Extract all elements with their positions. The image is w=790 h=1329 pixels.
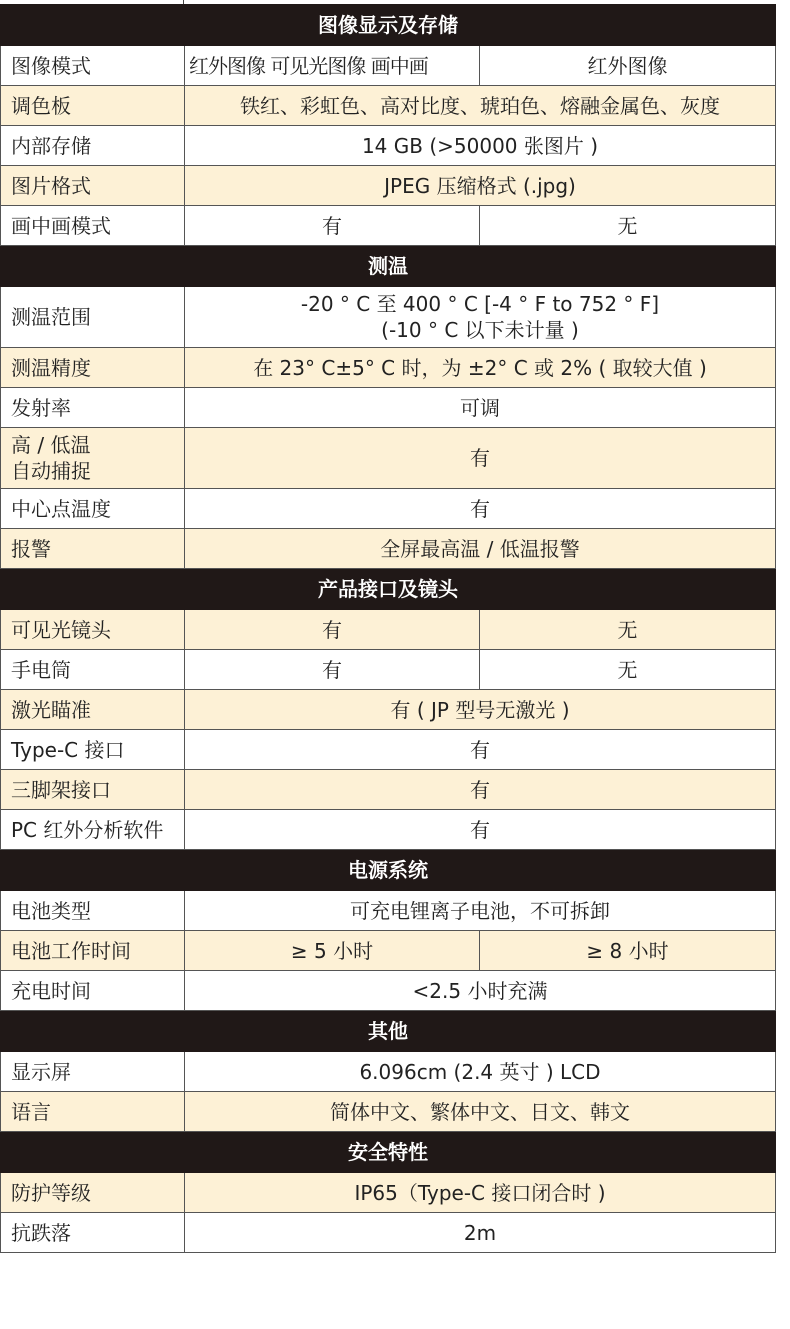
spec-label-text: 三脚架接口 [11,777,111,802]
spec-row [1,730,776,770]
spec-row [1,126,776,166]
spec-label-text: 报警 [11,536,51,561]
spec-row [1,1052,776,1092]
spec-row [1,206,776,246]
spec-label-text: 手电筒 [11,657,71,682]
spec-value-text: 全屏最高温 / 低温报警 [380,536,580,561]
spec-row [1,650,776,690]
spec-row [1,428,776,489]
spec-value-text: 有 [322,213,342,238]
spec-value [480,610,776,650]
spec-row [1,388,776,428]
spec-value-text: 14 GB (>50000 张图片 ) [361,133,599,158]
section-header [1,5,776,46]
spec-value [185,971,776,1011]
spec-label-text: 电池类型 [11,898,91,923]
section-title: 测温 [1,246,776,287]
spec-row [1,1092,776,1132]
spec-row [1,610,776,650]
spec-label-text: 显示屏 [11,1059,71,1084]
spec-label-text: 充电时间 [11,978,91,1003]
spec-row [1,348,776,388]
spec-value-text: 有 [470,496,490,521]
spec-value [480,931,776,971]
spec-label [1,1092,185,1132]
spec-label [1,86,185,126]
spec-row [1,489,776,529]
spec-row [1,287,776,348]
spec-label-text: 画中画模式 [11,213,111,238]
spec-value-text: 无 [617,657,638,682]
spec-label-text: 可见光镜头 [11,617,111,642]
spec-value [185,730,776,770]
spec-value-text: 红外图像 可见光图像 画中画 [189,53,428,78]
spec-label [1,730,185,770]
spec-value-text: 无 [617,213,638,238]
spec-label-text: 测温范围 [11,305,91,329]
spec-value [185,810,776,850]
spec-value-text: JPEG 压缩格式 (.jpg) [384,173,576,198]
spec-label [1,690,185,730]
spec-label [1,428,185,489]
spec-value [480,46,776,86]
spec-value-text: ≥ 5 小时 [290,938,374,963]
spec-value [185,489,776,529]
spec-value-text: <2.5 小时充满 [412,978,548,1003]
spec-row [1,46,776,86]
spec-label-text: 图片格式 [11,173,91,198]
spec-value [185,610,480,650]
spec-value [185,206,480,246]
spec-value-text: 6.096cm (2.4 英寸 ) LCD [359,1059,601,1084]
spec-label [1,971,185,1011]
spec-value-text: 2m [463,1220,497,1245]
spec-label-text: 电池工作时间 [11,938,131,963]
spec-row [1,1173,776,1213]
spec-value [185,1213,776,1253]
spec-label-text: Type-C 接口 [11,737,125,762]
spec-row [1,770,776,810]
spec-value [185,166,776,206]
spec-row [1,931,776,971]
spec-label [1,770,185,810]
section-title: 图像显示及存储 [1,5,776,46]
spec-label-text: 高 / 低温 自动捕捉 [11,433,91,483]
spec-value-text: ≥ 8 小时 [586,938,669,963]
spec-value-text: 有 [322,657,342,682]
spec-value [185,86,776,126]
spec-value-text: 红外图像 [587,53,668,78]
section-title: 安全特性 [1,1132,776,1173]
spec-label [1,1213,185,1253]
spec-value [185,1052,776,1092]
spec-value-text: 简体中文、繁体中文、日文、韩文 [330,1099,630,1124]
spec-value-text: 可充电锂离子电池，不可拆卸 [350,898,610,923]
spec-label [1,489,185,529]
spec-table [0,4,776,1253]
spec-value [185,891,776,931]
spec-value [185,650,480,690]
section-header [1,1011,776,1052]
spec-label-text: PC 红外分析软件 [11,817,164,842]
spec-label [1,46,185,86]
spec-value [185,529,776,569]
spec-value-text: 有 [322,617,342,642]
spec-value [480,206,776,246]
spec-label [1,348,185,388]
spec-label-text: 发射率 [11,395,71,420]
spec-value [185,690,776,730]
spec-label [1,206,185,246]
spec-value [185,46,480,86]
section-header [1,246,776,287]
spec-label [1,529,185,569]
spec-label [1,388,185,428]
spec-label-text: 中心点温度 [11,496,111,521]
spec-label [1,166,185,206]
spec-value-text: 铁红、彩虹色、高对比度、琥珀色、熔融金属色、灰度 [240,93,720,118]
spec-label [1,287,185,348]
section-title: 电源系统 [1,850,776,891]
spec-label [1,891,185,931]
spec-row [1,891,776,931]
spec-value [185,428,776,489]
spec-label [1,610,185,650]
spec-value-text: IP65（Type-C 接口闭合时 ) [354,1180,606,1205]
spec-label-text: 调色板 [11,93,71,118]
spec-value-text: 有 [470,737,490,762]
spec-label [1,1173,185,1213]
spec-label [1,810,185,850]
spec-value-text: 可调 [460,395,500,420]
spec-value [185,287,776,348]
section-header [1,850,776,891]
section-title: 产品接口及镜头 [1,569,776,610]
spec-value-text: 有 [470,817,490,842]
spec-label-text: 内部存储 [11,133,91,158]
spec-label [1,1052,185,1092]
spec-value-text: 有 [470,446,490,470]
spec-label-text: 图像模式 [11,53,91,78]
spec-value-text: 有 [470,777,490,802]
spec-label [1,126,185,166]
spec-row [1,690,776,730]
section-title: 其他 [1,1011,776,1052]
spec-row [1,86,776,126]
section-header [1,1132,776,1173]
spec-row [1,1213,776,1253]
spec-value [480,650,776,690]
spec-value-text: 在 23° C±5° C 时，为 ±2° C 或 2% ( 取较大值 ) [253,355,707,380]
spec-value-text: -20 ° C 至 400 ° C [-4 ° F to 752 ° F] (-10 ° C 以下未计量 ) [300,292,660,342]
spec-value-text: 无 [617,617,638,642]
top-border-line [0,0,775,4]
spec-value [185,1092,776,1132]
spec-value [185,348,776,388]
spec-label-text: 激光瞄准 [11,697,91,722]
spec-label-text: 测温精度 [11,355,91,380]
section-header [1,569,776,610]
spec-label [1,650,185,690]
spec-value [185,770,776,810]
spec-value [185,126,776,166]
spec-label [1,931,185,971]
spec-value [185,388,776,428]
spec-value [185,1173,776,1213]
spec-row [1,971,776,1011]
spec-label-text: 语言 [11,1099,51,1124]
spec-value-text: 有 ( JP 型号无激光 ) [390,697,570,722]
spec-row [1,529,776,569]
spec-row [1,166,776,206]
spec-value [185,931,480,971]
spec-row [1,810,776,850]
spec-label-text: 抗跌落 [11,1220,71,1245]
spec-label-text: 防护等级 [11,1180,91,1205]
